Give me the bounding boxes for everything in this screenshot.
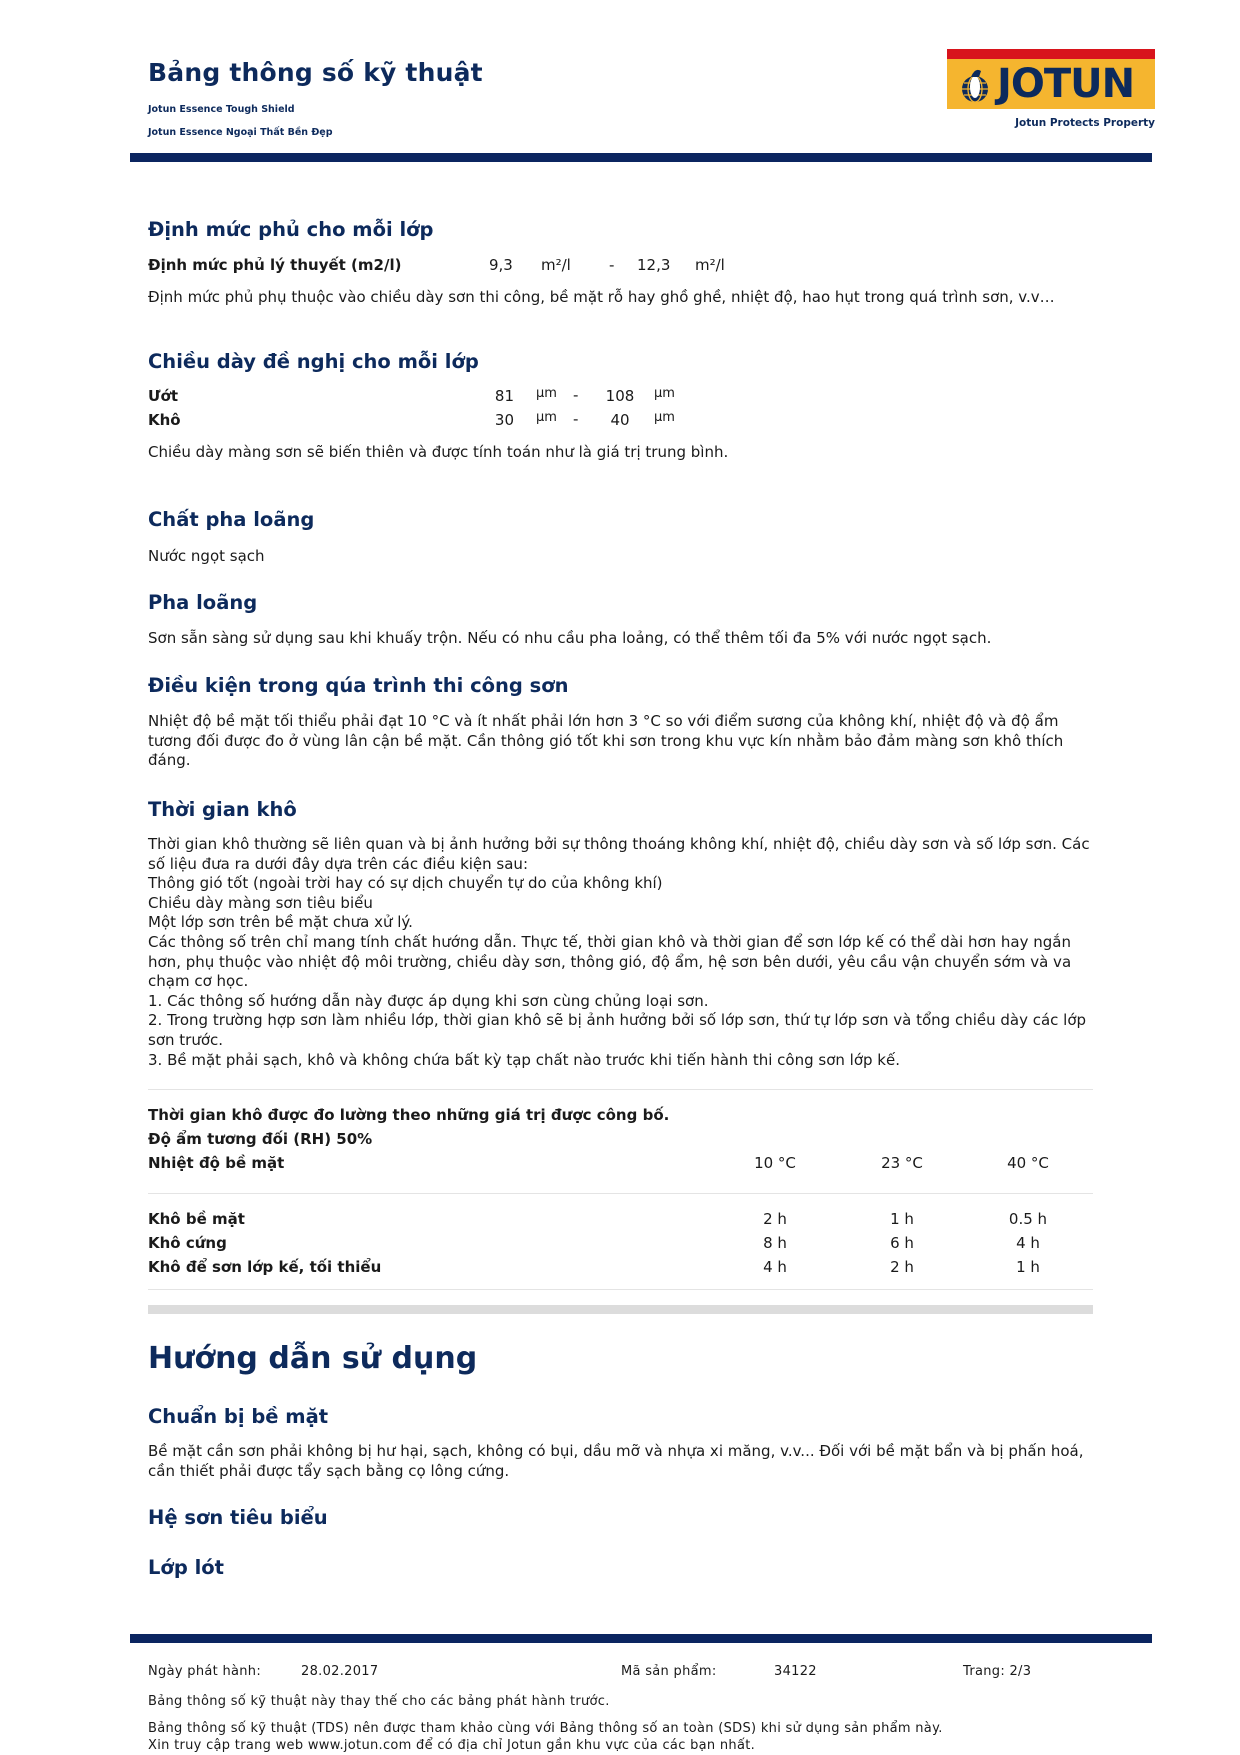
product-code-label: Mã sản phẩm: (621, 1664, 717, 1679)
row-label: Khô cứng (148, 1234, 227, 1252)
thickness-unit: µm (536, 410, 557, 425)
coverage-note: Định mức phủ phụ thuộc vào chiều dày sơn thi công, bề mặt rỗ hay ghồ ghề, nhiệt độ, hao hụt trong quá trình sơn, v.v… (148, 288, 1055, 306)
logo-tagline: Jotun Protects Property (1015, 117, 1155, 129)
thickness-label: Khô (148, 411, 181, 429)
usage-heading: Hướng dẫn sử dụng (148, 1341, 478, 1376)
thickness-max: 40 (610, 411, 630, 429)
coverage-unit-min: m²/l (541, 256, 571, 274)
cell-value: 2 h (890, 1258, 914, 1276)
cell-value: 4 h (763, 1258, 787, 1276)
footer-rule (130, 1634, 1152, 1643)
drying-line: 2. Trong trường hợp sơn làm nhiều lớp, thời gian khô sẽ bị ảnh hưởng bởi số lớp sơn, thứ tự lớp sơn và tổng chiều dày các lớp sơn trước. (148, 1011, 1087, 1049)
jotun-whale-globe-icon (955, 65, 995, 103)
coverage-separator: - (609, 256, 615, 274)
temp-header: 40 °C (1007, 1154, 1049, 1172)
drying-line: Các thông số trên chỉ mang tính chất hướng dẫn. Thực tế, thời gian khô và thời gian để sơn lớp kế có thể dài hơn hay ngắn hơn, phụ thuộc vào nhiệt độ môi trường, chiều dày sơn, thông gió, độ ẩm, hệ sơn bên dưới, yêu cầu vận chuyển sớm và va chạm cơ học. (148, 932, 1072, 991)
drying-text (148, 835, 1093, 1070)
system-heading: Hệ sơn tiêu biểu (148, 1506, 328, 1529)
cell-value: 6 h (890, 1234, 914, 1252)
thickness-label: Ướt (148, 387, 179, 405)
drying-line: Chiều dày màng sơn tiêu biểu (148, 893, 373, 912)
drying-line: 3. Bề mặt phải sạch, khô và không chứa bất kỳ tạp chất nào trước khi tiến hành thi công sơn lớp kế. (148, 1050, 900, 1069)
thickness-separator: - (573, 386, 579, 404)
temp-header: 10 °C (754, 1154, 796, 1172)
row-label: Khô để sơn lớp kế, tối thiểu (148, 1258, 382, 1276)
drying-table-humidity: Độ ẩm tương đối (RH) 50% (148, 1130, 373, 1148)
cell-value: 2 h (763, 1210, 787, 1228)
cell-value: 1 h (890, 1210, 914, 1228)
drying-table-temp-label: Nhiệt độ bề mặt (148, 1154, 285, 1172)
primer-heading: Lớp lót (148, 1556, 224, 1579)
drying-heading: Thời gian khô (148, 798, 297, 821)
table-header-divider (148, 1193, 1093, 1194)
thinner-heading: Chất pha loãng (148, 508, 315, 531)
coverage-heading: Định mức phủ cho mỗi lớp (148, 218, 434, 241)
temp-header: 23 °C (881, 1154, 923, 1172)
conditions-heading: Điều kiện trong qúa trình thi công sơn (148, 674, 569, 697)
footer-supersede-note: Bảng thông số kỹ thuật này thay thế cho các bảng phát hành trước. (148, 1694, 610, 1709)
coverage-min: 9,3 (489, 256, 513, 274)
surface-prep-heading: Chuẩn bị bề mặt (148, 1405, 329, 1428)
table-bottom-divider (148, 1289, 1093, 1290)
thickness-heading: Chiều dày đề nghị cho mỗi lớp (148, 350, 479, 373)
cell-value: 0.5 h (1008, 1210, 1048, 1228)
coverage-label: Định mức phủ lý thuyết (m2/l) (148, 256, 402, 274)
thickness-unit: µm (536, 386, 557, 401)
drying-line: Thời gian khô thường sẽ liên quan và bị ảnh hưởng bởi sự thông thoáng không khí, nhiệt độ, chiều dày sơn và số lớp sơn. Các số liệu đưa ra dưới đây dựa trên các điều kiện sau: (148, 835, 1090, 873)
cell-value: 1 h (1016, 1258, 1040, 1276)
drying-line: Một lớp sơn trên bề mặt chưa xử lý. (148, 913, 413, 932)
thinning-text: Sơn sẵn sàng sử dụng sau khi khuấy trộn. Nếu có nhu cầu pha loảng, có thể thêm tối đa 5% với nước ngọt sạch. (148, 629, 992, 647)
issue-date-label: Ngày phát hành: (148, 1664, 262, 1679)
section-separator-bar (148, 1305, 1093, 1314)
logo-yellow-band (947, 59, 1155, 109)
drying-table-caption: Thời gian khô được đo lường theo những giá trị được công bố. (148, 1106, 670, 1124)
document-title: Bảng thông số kỹ thuật (148, 58, 483, 87)
thickness-unit: µm (654, 410, 675, 425)
cell-value: 8 h (763, 1234, 787, 1252)
drying-line: Thông gió tốt (ngoài trời hay có sự dịch chuyển tự do của không khí) (148, 874, 663, 893)
drying-line: 1. Các thông số hướng dẫn này được áp dụng khi sơn cùng chủng loại sơn. (148, 991, 709, 1010)
product-code: 34122 (774, 1664, 817, 1679)
surface-prep-text: Bề mặt cần sơn phải không bị hư hại, sạch, không có bụi, dầu mỡ và nhựa xi măng, v.v... Đối với bề mặt bẩn và bị phấn hoá, cần thiết phải được tẩy sạch bằng cọ lông cứng. (148, 1442, 1084, 1480)
coverage-unit-max: m²/l (695, 256, 725, 274)
thickness-unit: µm (654, 386, 675, 401)
footer-website-note: Xin truy cập trang web www.jotun.com để có địa chỉ Jotun gần khu vực của các bạn nhất. (148, 1738, 756, 1753)
page-number: Trang: 2/3 (963, 1664, 1032, 1679)
product-name-vi: Jotun Essence Ngoại Thất Bền Đẹp (148, 127, 333, 138)
product-name: Jotun Essence Tough Shield (148, 104, 295, 115)
thinning-heading: Pha loãng (148, 591, 258, 614)
logo-wordmark: JOTUN (997, 61, 1135, 107)
row-label: Khô bề mặt (148, 1210, 245, 1228)
table-top-divider (148, 1089, 1093, 1090)
conditions-text: Nhiệt độ bề mặt tối thiểu phải đạt 10 °C và ít nhất phải lớn hơn 3 °C so với điểm sương của không khí, nhiệt độ và độ ẩm tương đối được đo ở vùng lân cận bề mặt. Cần thông gió tốt khi sơn trong khu vực kín nhằm bảo đảm màng sơn khô thích đáng. (148, 712, 1064, 770)
thickness-min: 81 (494, 387, 514, 405)
jotun-logo (947, 49, 1155, 129)
cell-value: 4 h (1016, 1234, 1040, 1252)
issue-date: 28.02.2017 (301, 1664, 379, 1679)
footer-sds-note: Bảng thông số kỹ thuật (TDS) nên được tham khảo cùng với Bảng thông số an toàn (SDS) khi sử dụng sản phẩm này. (148, 1721, 943, 1736)
thickness-note: Chiều dày màng sơn sẽ biến thiên và được tính toán như là giá trị trung bình. (148, 443, 729, 461)
logo-red-band (947, 49, 1155, 59)
header-rule (130, 153, 1152, 162)
thickness-min: 30 (494, 411, 514, 429)
thickness-max: 108 (605, 387, 635, 405)
thickness-separator: - (573, 410, 579, 428)
coverage-max: 12,3 (637, 256, 671, 274)
thinner-text: Nước ngọt sạch (148, 547, 265, 565)
